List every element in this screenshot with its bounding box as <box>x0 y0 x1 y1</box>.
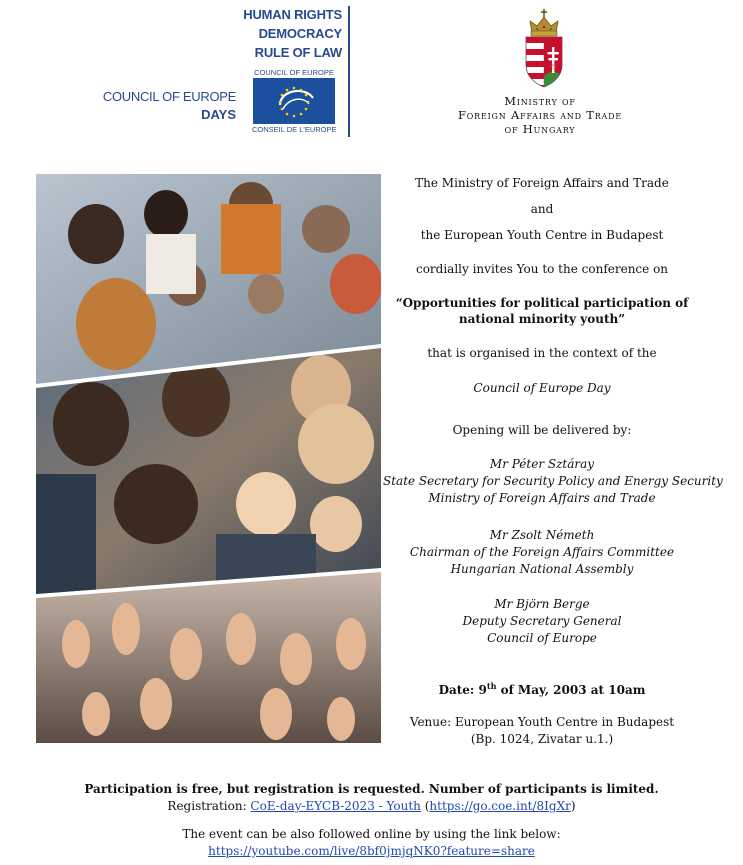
coe-days-label <box>90 88 236 124</box>
registration-url-link[interactable]: https://go.coe.int/8IgXr <box>429 799 571 813</box>
event-date <box>383 683 701 698</box>
registration-form-link[interactable]: CoE-day-EYCB-2023 - Youth <box>250 799 421 813</box>
speaker-3-org: Council of Europe <box>487 631 597 645</box>
ministry-name <box>416 94 664 136</box>
coe-days-line-1: COUNCIL OF EUROPE <box>102 89 236 104</box>
speaker-2-org: Hungarian National Assembly <box>450 562 634 576</box>
speaker-2-role: Chairman of the Foreign Affairs Committee <box>409 545 675 559</box>
registration-label: Registration: <box>167 799 251 813</box>
speaker-3-name: Mr Björn Berge <box>494 597 590 611</box>
registration-paren-close: ) <box>570 799 576 813</box>
coe-emblem-top-text: COUNCIL OF EUROPE <box>254 68 334 77</box>
coe-emblem <box>252 68 336 134</box>
participation-note: Participation is free, but registration is requested. Number of participants is limited. <box>84 782 659 796</box>
hungary-coat-of-arms-icon <box>522 7 566 89</box>
conference-title-line-2: national minority youth” <box>458 312 626 326</box>
registration-paren-open: ( <box>424 799 430 813</box>
event-name: Council of Europe Day <box>473 381 611 395</box>
event-date-suffix: th <box>486 681 497 691</box>
opening-heading: Opening will be delivered by: <box>452 423 632 437</box>
speaker-2-name: Mr Zsolt Németh <box>489 528 595 542</box>
event-date-rest: of May, 2003 at 10am <box>496 683 646 697</box>
ministry-name-line-1: Ministry of <box>504 94 576 108</box>
speaker-1-role: State Secretary for Security Policy and Energy Security <box>383 474 723 488</box>
invitation-intro: cordially invites You to the conference on <box>415 262 669 276</box>
coe-divider-line <box>348 6 350 137</box>
venue-line-1: Venue: European Youth Centre in Budapest <box>409 715 675 729</box>
speaker-1-org: Ministry of Foreign Affairs and Trade <box>428 491 656 505</box>
context-text: that is organised in the context of the <box>427 346 657 360</box>
and-text: and <box>530 202 554 216</box>
ministry-name-line-2: Foreign Affairs and Trade <box>458 108 622 122</box>
ministry-name-line-3: of Hungary <box>504 122 576 136</box>
coe-motto-line-1: HUMAN RIGHTS <box>243 7 342 22</box>
host-ministry: The Ministry of Foreign Affairs and Trade <box>415 176 669 190</box>
coe-days-line-2: DAYS <box>201 107 236 122</box>
youtube-line <box>60 843 683 859</box>
speaker-3-role: Deputy Secretary General <box>462 614 622 628</box>
youtube-link[interactable]: https://youtube.com/live/8bf0jmjqNK0?feature=share <box>208 844 535 858</box>
online-note: The event can be also followed online by using the link below: <box>182 827 561 841</box>
coe-motto-line-3: RULE OF LAW <box>254 45 342 60</box>
speaker-1-name: Mr Péter Sztáray <box>489 457 595 471</box>
host-youth-centre: the European Youth Centre in Budapest <box>420 228 664 242</box>
youth-photo-collage <box>36 174 381 743</box>
coe-motto <box>228 5 342 62</box>
coe-motto-line-2: DEMOCRACY <box>258 26 342 41</box>
conference-title-line-1: “Opportunities for political participation of <box>395 296 689 310</box>
coe-emblem-bottom-text: CONSEIL DE L'EUROPE <box>252 125 337 134</box>
venue-line-2: (Bp. 1024, Zivatar u.1.) <box>470 732 614 746</box>
registration-line <box>60 798 683 814</box>
coe-stars-flag-icon <box>253 78 335 124</box>
event-date-prefix: Date: 9 <box>438 683 487 697</box>
